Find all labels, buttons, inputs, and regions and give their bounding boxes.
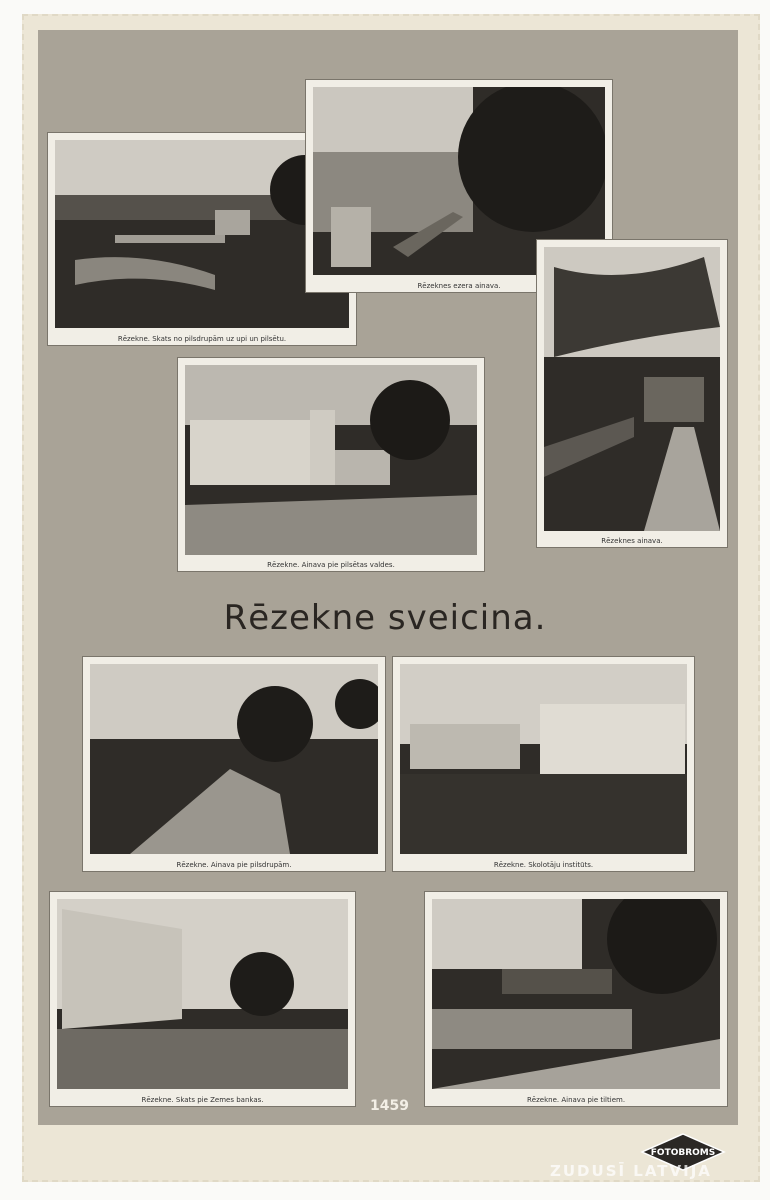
logo-text: FOTOBROMS	[650, 1148, 716, 1158]
watermark: ZUDUSĪ LATVIJA	[550, 1162, 712, 1180]
card-number: 1459	[370, 1098, 409, 1114]
photo-caption: Rēzeknes ezera ainava.	[417, 282, 501, 290]
photo-land-bank-image	[57, 899, 348, 1089]
photo-castle-ruins-image	[90, 664, 378, 854]
photo-town-hall	[178, 358, 484, 571]
photo-teachers-institute	[393, 657, 694, 871]
photo-bridges-image	[432, 899, 720, 1089]
photo-teachers-institute-image	[400, 664, 687, 854]
photo-caption: Rēzeknes ainava.	[601, 537, 663, 545]
photo-town-hall-image	[185, 365, 477, 555]
photo-castle-ruins	[83, 657, 385, 871]
photo-bridges	[425, 892, 727, 1106]
photo-caption: Rēzekne. Skats no pilsdrupām uz upi un pilsētu.	[117, 335, 287, 343]
photo-caption: Rēzekne. Ainava pie tiltiem.	[526, 1096, 626, 1104]
photo-land-bank	[50, 892, 355, 1106]
photo-caption: Rēzekne. Ainava pie pilsdrupām.	[176, 861, 292, 869]
photo-caption: Rēzekne. Ainava pie pilsētas valdes.	[267, 561, 395, 569]
photo-village-path-image	[544, 247, 720, 531]
photo-caption: Rēzekne. Skats pie Zemes bankas.	[141, 1096, 264, 1104]
photo-caption: Rēzekne. Skolotāju institūts.	[493, 861, 594, 869]
photo-river-town-image	[55, 140, 349, 328]
photo-village-path	[537, 240, 727, 547]
page-title: Rēzekne sveicina.	[223, 598, 547, 638]
